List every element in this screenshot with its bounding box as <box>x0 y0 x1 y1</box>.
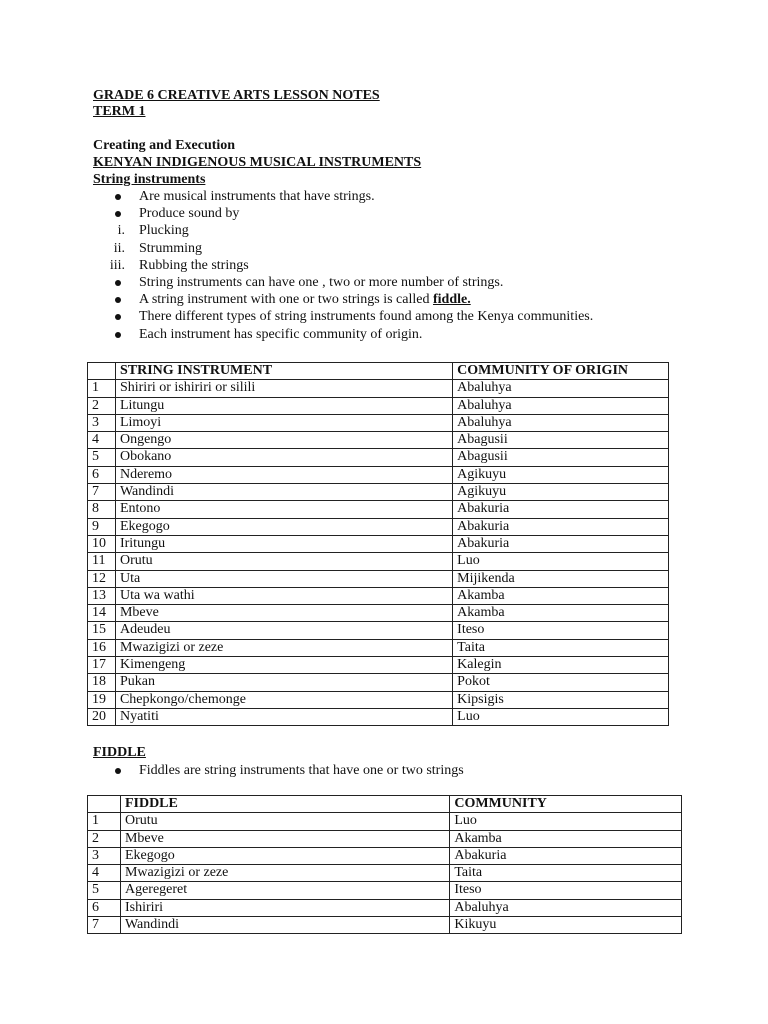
table-cell: Luo <box>453 553 669 570</box>
table-cell: 13 <box>88 587 116 604</box>
table-cell: Limoyi <box>115 414 452 431</box>
table-row <box>88 847 682 864</box>
table-cell: Nyatiti <box>115 708 452 725</box>
subtopic-heading: String instruments <box>93 172 206 187</box>
table-row <box>88 535 669 552</box>
fiddle-notes-list <box>93 762 464 779</box>
bullet-icon <box>115 332 121 338</box>
table-row <box>88 830 682 847</box>
column-header: FIDDLE <box>120 796 449 813</box>
table-row <box>88 432 669 449</box>
list-item <box>93 274 593 291</box>
table-cell: 12 <box>88 570 116 587</box>
table-cell: Orutu <box>120 813 449 830</box>
table-cell: 16 <box>88 639 116 656</box>
list-item <box>93 762 464 779</box>
table-row <box>88 657 669 674</box>
table-cell: 17 <box>88 657 116 674</box>
table-row <box>88 449 669 466</box>
table-cell: 2 <box>88 397 116 414</box>
list-marker: iii. <box>109 257 125 273</box>
table-cell: Akamba <box>453 605 669 622</box>
column-header <box>88 796 121 813</box>
list-item <box>93 222 593 239</box>
list-item <box>93 291 593 308</box>
table-cell: Pokot <box>453 674 669 691</box>
list-item-text: Plucking <box>139 223 189 239</box>
table-cell: Ongengo <box>115 432 452 449</box>
table-cell: Ageregeret <box>120 882 449 899</box>
list-item-text: Strumming <box>139 240 203 256</box>
strand-label: Creating and Execution <box>93 138 236 153</box>
column-header <box>88 363 116 380</box>
table-cell: Chepkongo/chemonge <box>115 691 452 708</box>
table-row <box>88 501 669 518</box>
table-cell: Abaluhya <box>453 380 669 397</box>
table-cell: Shiriri or ishiriri or silili <box>115 380 452 397</box>
table-cell: Nderemo <box>115 466 452 483</box>
table-cell: 2 <box>88 830 121 847</box>
table-row <box>88 639 669 656</box>
list-item-text: String instruments can have one , two or more number of strings. <box>139 274 504 290</box>
bullet-icon <box>115 211 121 217</box>
table-row <box>88 622 669 639</box>
bullet-icon <box>115 314 121 320</box>
table-cell: Taita <box>453 639 669 656</box>
table-cell: Abakuria <box>453 501 669 518</box>
list-item <box>93 326 593 343</box>
table-cell: Abakuria <box>453 518 669 535</box>
table-row <box>88 605 669 622</box>
list-item-text: A string instrument with one or two strings is called <box>139 292 433 308</box>
table-cell: Abagusii <box>453 449 669 466</box>
table-cell: Mijikenda <box>453 570 669 587</box>
table-cell: Iteso <box>453 622 669 639</box>
table-row <box>88 691 669 708</box>
table-cell: 8 <box>88 501 116 518</box>
table-cell: 3 <box>88 414 116 431</box>
list-item <box>93 205 593 222</box>
fiddle-heading: FIDDLE <box>93 745 146 760</box>
list-marker: ii. <box>113 240 125 256</box>
list-item <box>93 240 593 257</box>
list-item-text: Are musical instruments that have strings. <box>139 189 375 204</box>
table-cell: Litungu <box>115 397 452 414</box>
bullet-icon <box>115 194 121 200</box>
list-marker: i. <box>117 223 125 239</box>
table-row <box>88 587 669 604</box>
table-cell: Iteso <box>450 882 682 899</box>
table-cell: Abaluhya <box>453 397 669 414</box>
fiddle-table <box>87 795 682 934</box>
table-cell: 5 <box>88 882 121 899</box>
table-row <box>88 708 669 725</box>
string-instruments-table <box>87 362 669 726</box>
list-item-text: Rubbing the strings <box>139 257 249 273</box>
table-row <box>88 899 682 916</box>
table-cell: Abaluhya <box>453 414 669 431</box>
table-row <box>88 380 669 397</box>
bullet-icon <box>115 280 121 286</box>
table-cell: 7 <box>88 484 116 501</box>
table-cell: 4 <box>88 432 116 449</box>
table-cell: Orutu <box>115 553 452 570</box>
table-row <box>88 917 682 934</box>
table-cell: 11 <box>88 553 116 570</box>
table-row <box>88 466 669 483</box>
table-row <box>88 518 669 535</box>
column-header: COMMUNITY <box>450 796 682 813</box>
topic-heading: KENYAN INDIGENOUS MUSICAL INSTRUMENTS <box>93 155 422 170</box>
table-cell: Wandindi <box>115 484 452 501</box>
list-item <box>93 308 593 325</box>
table-cell: 4 <box>88 865 121 882</box>
table-cell: Agikuyu <box>453 484 669 501</box>
table-row <box>88 882 682 899</box>
table-cell: Iritungu <box>115 535 452 552</box>
table-cell: Akamba <box>450 830 682 847</box>
table-cell: 18 <box>88 674 116 691</box>
column-header: STRING INSTRUMENT <box>115 363 452 380</box>
emphasized-term: fiddle. <box>432 292 471 308</box>
list-item-text: Produce sound by <box>139 206 240 222</box>
table-row <box>88 397 669 414</box>
table-cell: Ekegogo <box>115 518 452 535</box>
table-row <box>88 414 669 431</box>
table-row <box>88 865 682 882</box>
table-cell: Uta wa wathi <box>115 587 452 604</box>
table-cell: 15 <box>88 622 116 639</box>
table-cell: Akamba <box>453 587 669 604</box>
table-cell: Luo <box>450 813 682 830</box>
table-cell: Abagusii <box>453 432 669 449</box>
table-cell: Agikuyu <box>453 466 669 483</box>
column-header: COMMUNITY OF ORIGIN <box>453 363 669 380</box>
table-cell: 14 <box>88 605 116 622</box>
table-cell: Mwazigizi or zeze <box>115 639 452 656</box>
table-row <box>88 570 669 587</box>
table-cell: Pukan <box>115 674 452 691</box>
notes-list <box>93 188 593 343</box>
table-cell: Mbeve <box>120 830 449 847</box>
table-cell: Luo <box>453 708 669 725</box>
table-cell: 1 <box>88 813 121 830</box>
table-cell: Uta <box>115 570 452 587</box>
term-label: TERM 1 <box>93 104 146 119</box>
table-cell: Obokano <box>115 449 452 466</box>
table-cell: Mbeve <box>115 605 452 622</box>
table-cell: 5 <box>88 449 116 466</box>
table-cell: 3 <box>88 847 121 864</box>
table-cell: Taita <box>450 865 682 882</box>
table-cell: Entono <box>115 501 452 518</box>
table-header-row <box>88 363 669 380</box>
table-cell: Kipsigis <box>453 691 669 708</box>
list-item <box>93 257 593 274</box>
table-cell: 10 <box>88 535 116 552</box>
table-cell: 20 <box>88 708 116 725</box>
table-header-row <box>88 796 682 813</box>
list-item-text: Each instrument has specific community of origin. <box>139 326 423 342</box>
table-cell: Wandindi <box>120 917 449 934</box>
table-cell: Abakuria <box>453 535 669 552</box>
list-item-text: Fiddles are string instruments that have one or two strings <box>139 763 464 778</box>
table-cell: Adeudeu <box>115 622 452 639</box>
table-cell: 9 <box>88 518 116 535</box>
list-item-text: There different types of string instruments found among the Kenya communities. <box>139 309 594 325</box>
table-cell: Kalegin <box>453 657 669 674</box>
table-cell: 1 <box>88 380 116 397</box>
table-cell: 6 <box>88 899 121 916</box>
table-cell: 6 <box>88 466 116 483</box>
document-title: GRADE 6 CREATIVE ARTS LESSON NOTES <box>93 88 380 103</box>
table-cell: 7 <box>88 917 121 934</box>
table-row <box>88 484 669 501</box>
bullet-icon <box>115 768 121 774</box>
list-item <box>93 188 593 205</box>
table-cell: 19 <box>88 691 116 708</box>
table-cell: Kikuyu <box>450 917 682 934</box>
table-cell: Kimengeng <box>115 657 452 674</box>
table-row <box>88 553 669 570</box>
table-cell: Ishiriri <box>120 899 449 916</box>
table-cell: Abakuria <box>450 847 682 864</box>
table-row <box>88 674 669 691</box>
table-cell: Abaluhya <box>450 899 682 916</box>
table-cell: Ekegogo <box>120 847 449 864</box>
table-row <box>88 813 682 830</box>
table-cell: Mwazigizi or zeze <box>120 865 449 882</box>
bullet-icon <box>115 297 121 303</box>
